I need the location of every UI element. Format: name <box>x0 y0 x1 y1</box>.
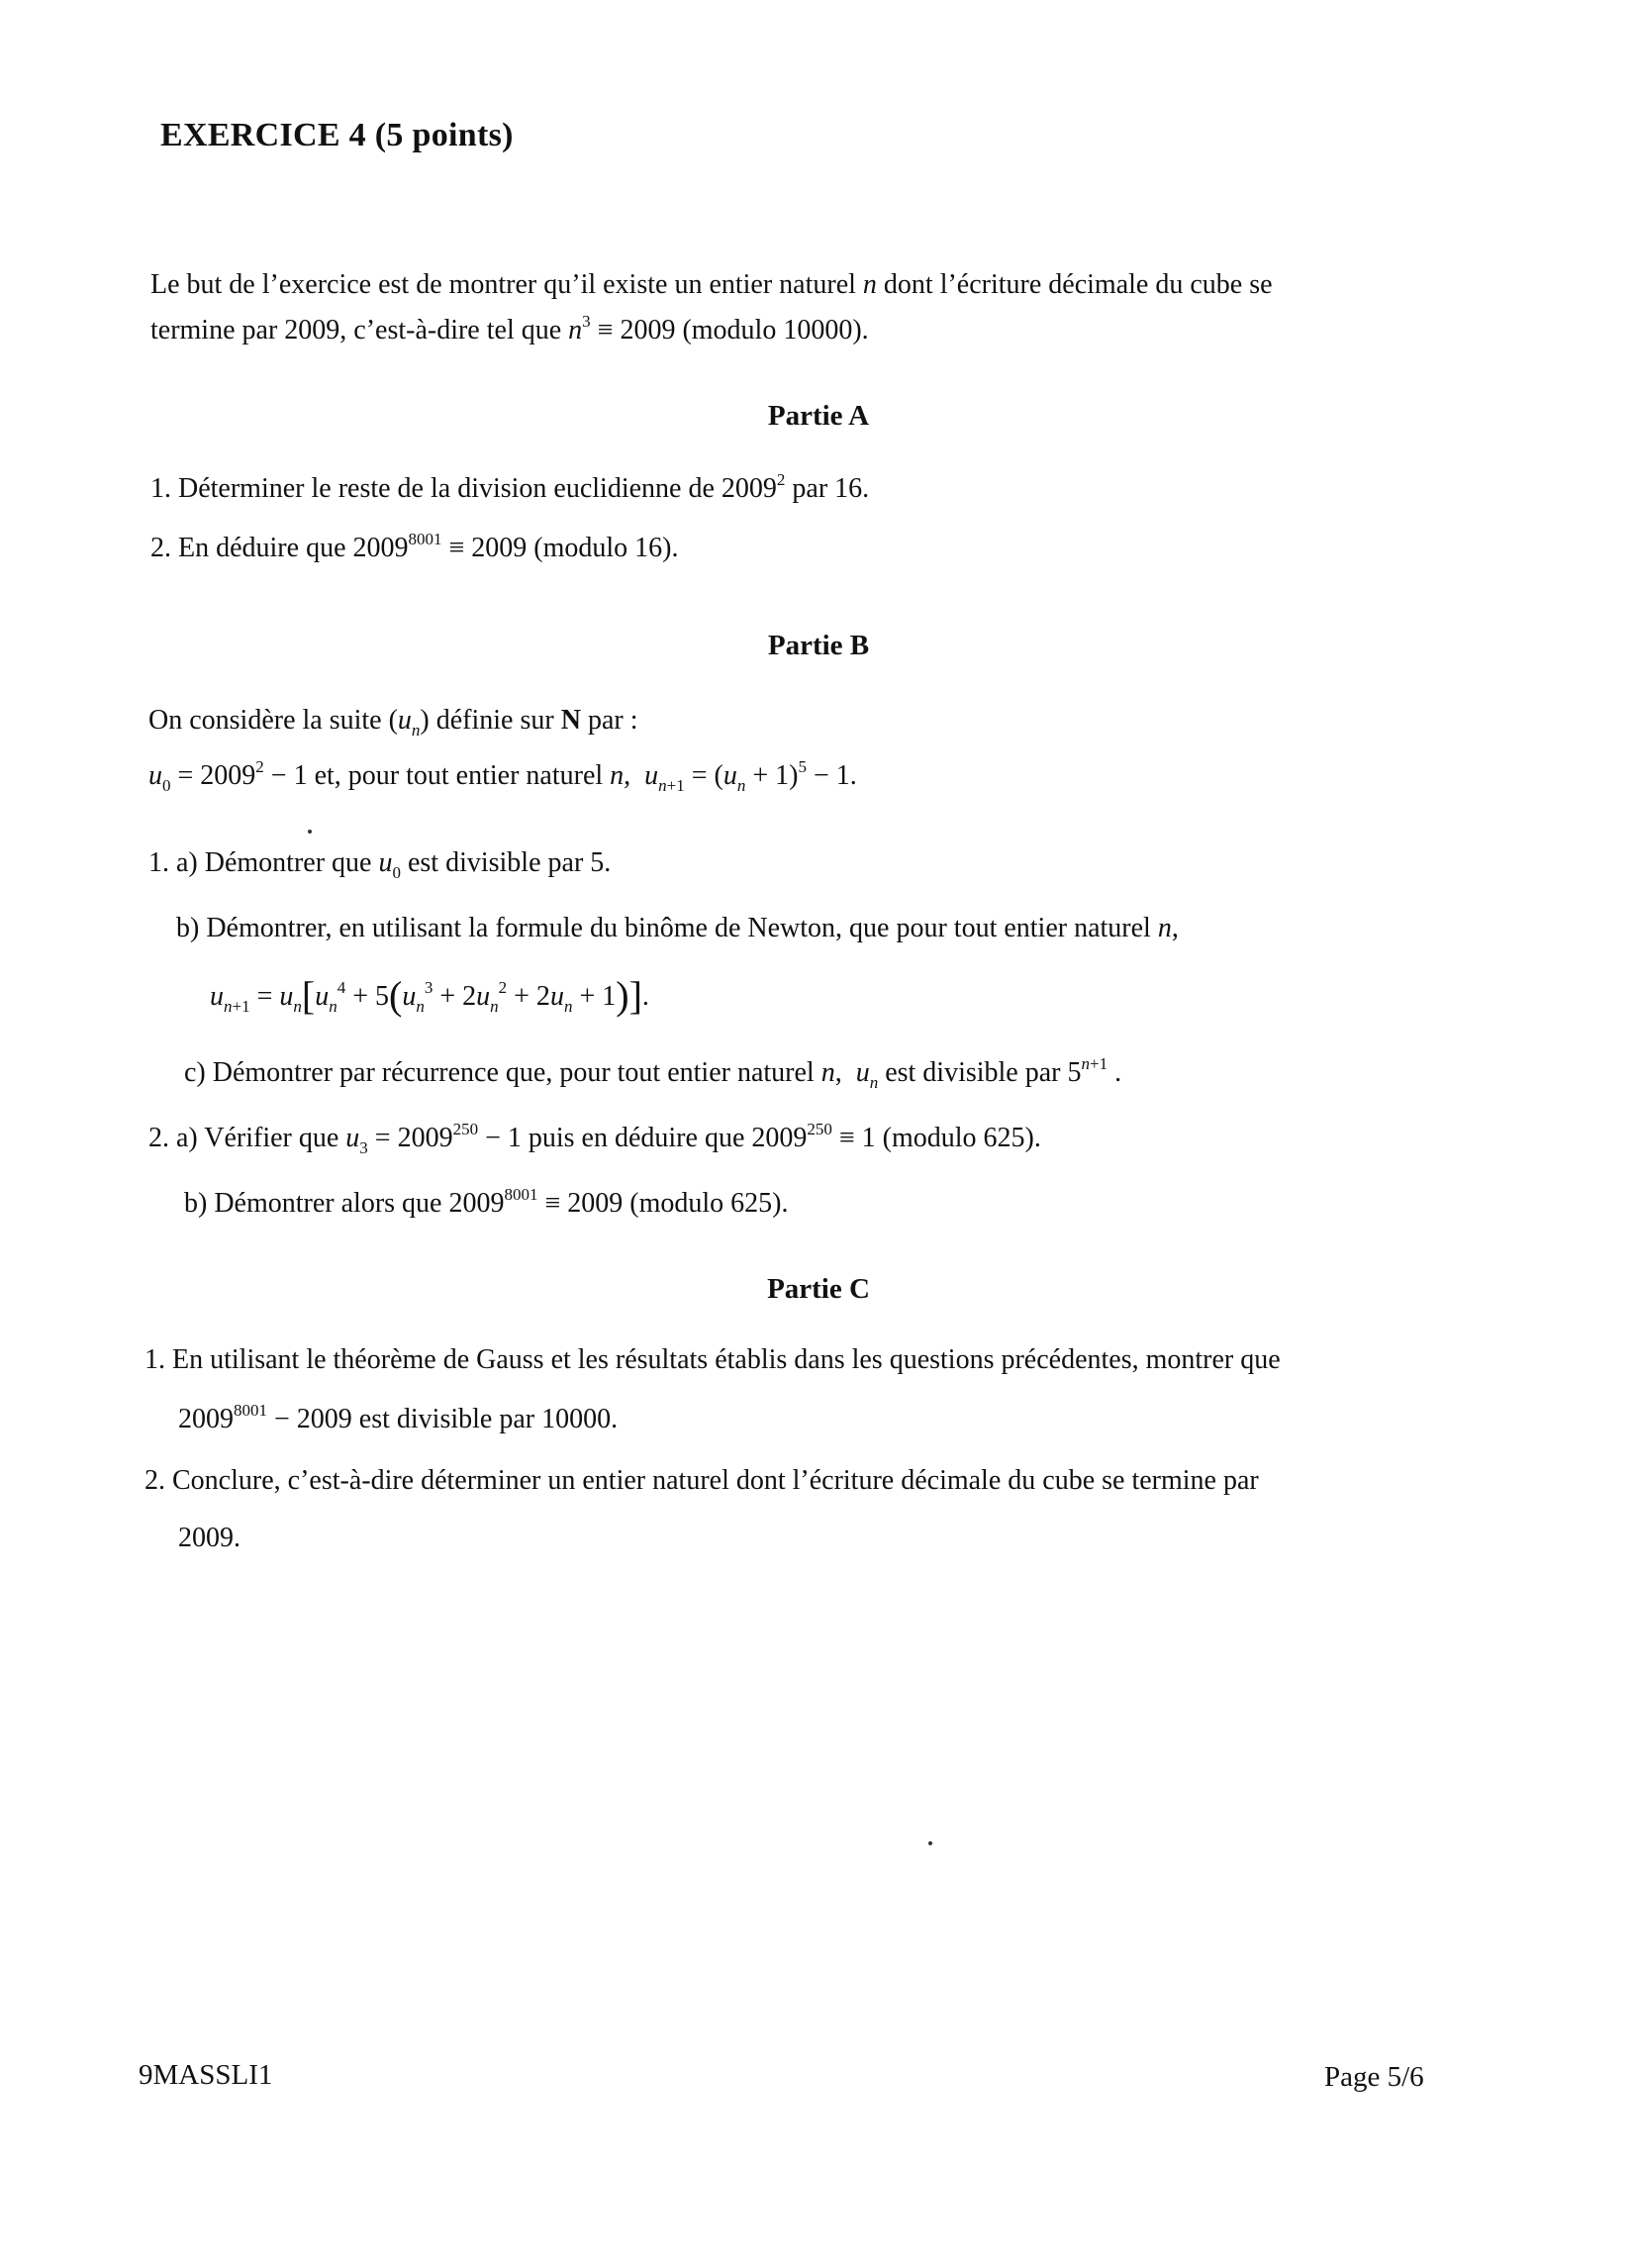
sequence-un: $(u_n)$ <box>388 705 430 740</box>
partie-b-q2a-end: ≡ 1 (modulo 625). <box>831 1123 1041 1153</box>
partie-c-q2-line1: 2. Conclure, c’est-à-dire déterminer un entier naturel dont l’écriture décimale du cube se termine par <box>144 1465 1259 1496</box>
u0-definition: $u_0 = 2009^2 - 1$ <box>148 757 308 795</box>
partie-b-q1a-text: 1. a) Démontrer que <box>148 847 372 878</box>
stray-dot <box>308 830 312 834</box>
partie-a-q2-text: 2. En déduire que 2009 <box>150 533 409 563</box>
intro-line-1 <box>150 269 1273 301</box>
partie-b-q1c-text: c) Démontrer par récurrence que, pour tout entier naturel <box>184 1057 815 1088</box>
set-n: N <box>560 705 581 736</box>
intro-text-1a: Le but de l’exercice est de montrer qu’il existe un entier naturel <box>150 269 856 300</box>
partie-c-heading: Partie C <box>767 1273 870 1305</box>
partie-b-q1a-end: est divisible par 5. <box>407 847 612 878</box>
intro-text-2a: termine par 2009, c’est-à-dire tel que <box>150 315 562 345</box>
binomial-formula: $u_{n+1} = u_n[u_n^4 + 5(u_n^3 + 2u_n^2 + 2u_n + 1)]$. <box>210 973 649 1018</box>
partie-a-q1-text: 1. Déterminer le reste de la division euclidienne de 2009 <box>150 473 777 504</box>
intro-math-n-cube: $n^3$ <box>568 312 591 345</box>
partie-b-q1b: b) Démontrer, en utilisant la formule du binôme de Newton, que pour tout entier naturel n, <box>176 913 1179 943</box>
intro-text-1b: dont l’écriture décimale du cube se <box>883 269 1273 300</box>
recurrence-formula: n, $u_{n+1} = (u_n + 1)^5 - 1$. <box>610 757 857 795</box>
partie-c-q1-line2 <box>178 1401 619 1435</box>
intro-var-n: n <box>862 269 877 300</box>
partie-b-q1c <box>184 1054 1122 1092</box>
partie-b-q1c-mid: est divisible par <box>885 1057 1061 1088</box>
partie-a-q2-exp: 8001 <box>408 530 442 548</box>
partie-b-intro1-text: On considère la suite <box>148 705 382 736</box>
partie-b-q1a <box>148 847 612 882</box>
stray-dot-2 <box>928 1841 932 1845</box>
intro-text-2b: ≡ 2009 (modulo 10000). <box>597 315 869 345</box>
partie-b-intro1-end: par : <box>587 705 638 736</box>
exercise-title: EXERCICE 4 (5 points) <box>160 117 514 153</box>
q1c-power: $5^{n+1}$ . <box>1067 1054 1122 1088</box>
partie-b-q2b-exp: 8001 <box>504 1185 538 1204</box>
partie-a-q2 <box>150 530 679 564</box>
partie-b-q2a-exp: 250 <box>807 1120 832 1138</box>
partie-a-heading: Partie A <box>767 400 870 432</box>
partie-c-q1-end: − 2009 est divisible par 10000. <box>267 1404 619 1434</box>
partie-b-q2a-mid: puis en déduire que 2009 <box>528 1123 808 1153</box>
q1c-math-n-un: n, $u_n$ <box>820 1057 879 1092</box>
partie-b-q2a <box>148 1120 1041 1157</box>
partie-b-q2a-text: 2. a) Vérifier que <box>148 1123 339 1153</box>
partie-c-q2-line2: 2009. <box>178 1523 241 1553</box>
partie-b-q2b-end: ≡ 2009 (modulo 625). <box>537 1188 789 1219</box>
partie-b-heading: Partie B <box>767 630 870 661</box>
partie-c-q1-exp: 8001 <box>234 1401 267 1420</box>
partie-a-q2-end: ≡ 2009 (modulo 16). <box>441 533 679 563</box>
var-n: n <box>1157 913 1172 943</box>
partie-b-intro-2 <box>148 757 857 795</box>
partie-a-q1-exp: 2 <box>776 470 786 489</box>
partie-c-q1-base: 2009 <box>178 1404 234 1434</box>
u3-value: $u_3 = 2009^{250} - 1$ <box>345 1120 522 1157</box>
partie-c-q1-line1: 1. En utilisant le théorème de Gauss et les résultats établis dans les questions précédentes, montrer que <box>144 1344 1281 1375</box>
partie-b-q2b-text: b) Démontrer alors que 2009 <box>184 1188 505 1219</box>
partie-b-intro-1 <box>148 705 638 740</box>
partie-b-intro2-text: et, pour tout entier naturel <box>314 760 604 791</box>
u0-symbol: $u_0$ <box>378 847 401 882</box>
partie-b-intro1-mid: définie sur <box>435 705 554 736</box>
partie-a-q1 <box>150 470 870 505</box>
partie-a-q1-end: par 16. <box>792 473 870 504</box>
partie-b-q1b-text: b) Démontrer, en utilisant la formule du binôme de Newton, que pour tout entier naturel <box>176 913 1151 943</box>
footer-code: 9MASSLI1 <box>139 2059 273 2091</box>
footer-page-number: Page 5/6 <box>1324 2061 1424 2093</box>
intro-line-2 <box>150 312 869 346</box>
partie-b-q2b <box>184 1185 789 1220</box>
